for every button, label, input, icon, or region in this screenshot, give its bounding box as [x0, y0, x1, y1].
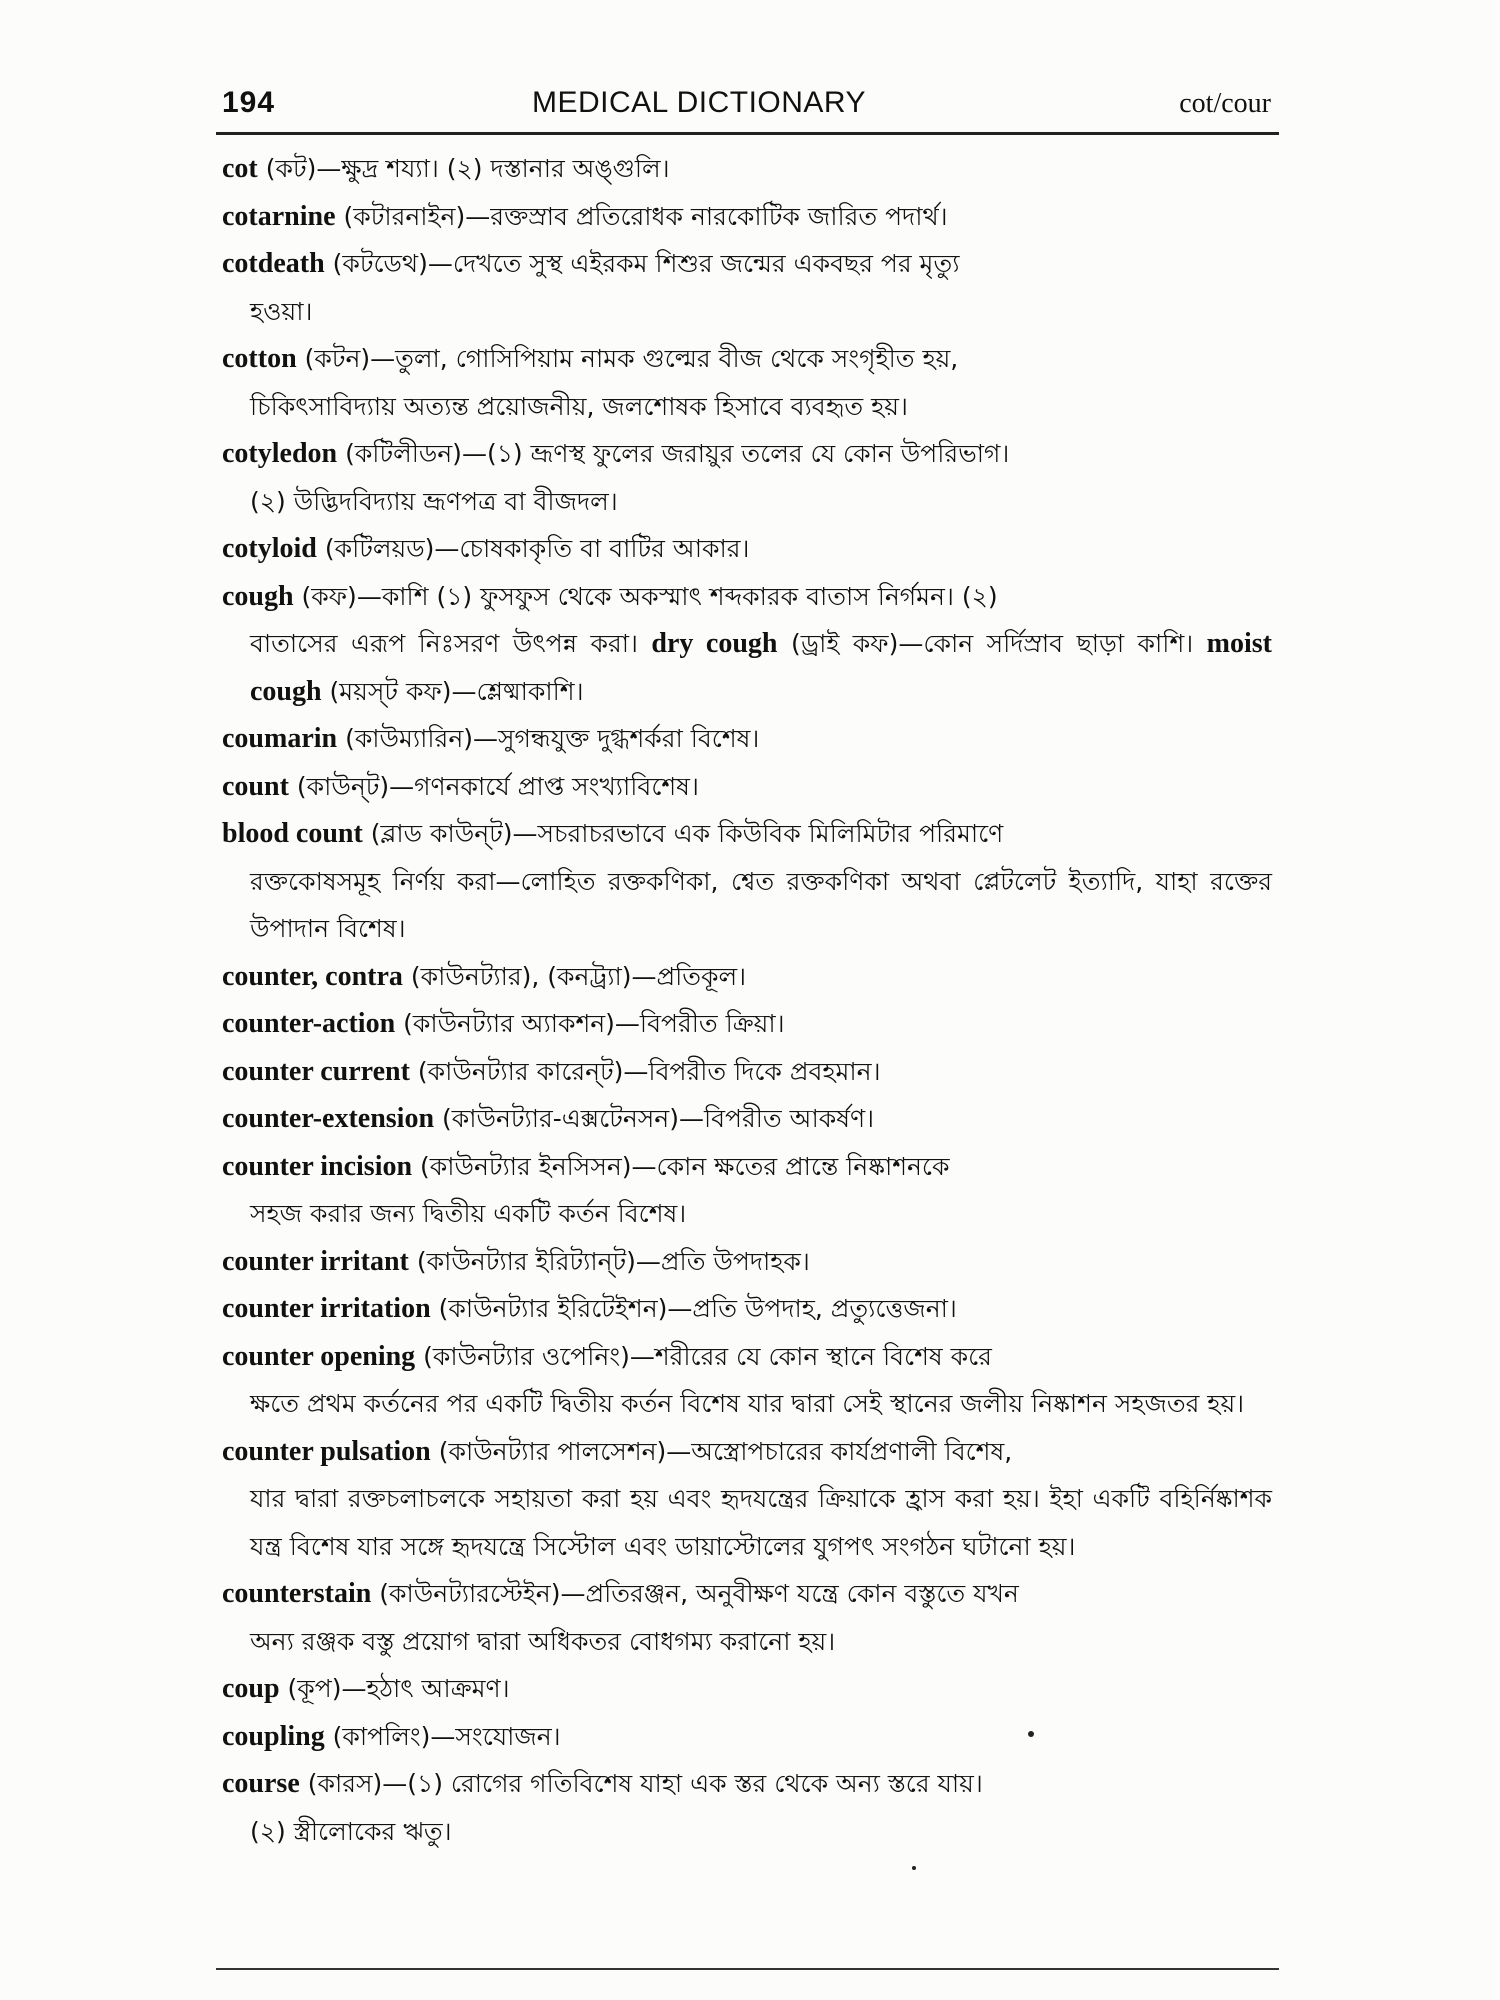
definition-continued: (২) উদ্ভিদবিদ্যায় ভ্রূণপত্র বা বীজদল।: [250, 486, 618, 516]
sub-headword: dry cough: [651, 628, 778, 659]
pronunciation: (কটারনাইন): [343, 201, 466, 231]
pronunciation: (কাপলিং): [332, 1721, 431, 1751]
entry-counter-extension: [222, 1095, 1272, 1143]
pronunciation: (কাউনট্যার কারেন্‌ট): [417, 1056, 624, 1086]
definition-continued: ক্ষতে প্রথম কর্তনের পর একটি দ্বিতীয় কর্তন বিশেষ যার দ্বারা সেই স্থানের জলীয় নিষ্কাশন সহজতর হয়।: [250, 1389, 1245, 1418]
definition-continued: (২) স্ত্রীলোকের ঋতু।: [250, 1816, 452, 1846]
definition: —বিপরীত আকর্ষণ।: [678, 1104, 875, 1133]
pronunciation: (ব্লাড কাউন্‌ট): [370, 819, 513, 848]
definition: —দেখতে সুস্থ এইরকম শিশুর জন্মের একবছর পর মৃত্যু: [427, 249, 960, 278]
definition: —বিপরীত ক্রিয়া।: [614, 1009, 785, 1038]
definition: —বিপরীত দিকে প্রবহমান।: [623, 1056, 881, 1086]
definition-continued: যার দ্বারা রক্তচলাচলকে সহায়তা করা হয় এবং হৃদযন্ত্রের ক্রিয়াকে হ্রাস করা হয়। ইহা একটি বহির্নিষ্কাশক যন্ত্র বিশেষ যার সঙ্গে হৃদযন্ত্রে সিস্টোল এবং ডায়াস্টোলের যুগপৎ সংগঠন ঘটানো হয়।: [250, 1484, 1272, 1561]
entry-counter-contra: [222, 953, 1272, 1001]
entry-coupling: [222, 1713, 1272, 1761]
definition: —প্রতিকূল।: [631, 961, 747, 991]
entry-cotyloid: [222, 525, 1272, 573]
entry-counter-pulsation: [222, 1428, 1272, 1571]
page-header: [222, 80, 1277, 128]
entry-counter-opening: [222, 1333, 1272, 1428]
headword: course: [222, 1768, 300, 1799]
pronunciation: (কফ): [301, 581, 357, 611]
definition-continued: সহজ করার জন্য দ্বিতীয় একটি কর্তন বিশেষ।: [250, 1199, 687, 1228]
pronunciation: (কাউনট্যার ওপেনিং): [423, 1341, 630, 1371]
print-speck: [912, 1866, 916, 1870]
definition: —(১) ভ্রূণস্থ ফুলের জরায়ুর তলের যে কোন উপরিভাগ।: [461, 439, 1010, 468]
headword: cotdeath: [222, 248, 325, 279]
pronunciation: (কাউনট্যার পালসেশন): [438, 1436, 667, 1466]
entry-cotarnine: [222, 193, 1272, 241]
pronunciation: (কটডেথ): [332, 249, 428, 278]
pronunciation: (কাউনট্যার ইনসিসন): [420, 1151, 632, 1181]
definition: —সংযোজন।: [430, 1721, 561, 1751]
headword: cotyledon: [222, 438, 338, 469]
pronunciation: (কটন): [304, 344, 371, 373]
headword: counter irritant: [222, 1245, 409, 1277]
definition: —চোষকাকৃতি বা বাটির আকার।: [434, 534, 750, 563]
definition: —কাশি (১) ফুসফুস থেকে অকস্মাৎ শব্দকারক বাতাস নির্গমন। (২): [356, 581, 998, 611]
pronunciation: (কাউনট্যার ইরিট্যান্‌ট): [416, 1246, 636, 1276]
entry-cotyledon: [222, 430, 1272, 525]
entry-blood-count: [222, 810, 1272, 953]
pronunciation: (কাউন্‌ট): [296, 771, 390, 801]
headword: counter irritation: [222, 1293, 431, 1324]
definition-continued: রক্তকোষসমূহ নির্ণয় করা—লোহিত রক্তকণিকা, শ্বেত রক্তকণিকা অথবা প্লেটলেট ইত্যাদি, যাহা রক্তের উপাদান বিশেষ।: [250, 866, 1272, 943]
definition-text: (ড্রাই কফ)—কোন সর্দিস্রাব ছাড়া কাশি।: [777, 629, 1207, 658]
footer-rule: [216, 1968, 1279, 1970]
definition: —হঠাৎ আক্রমণ।: [341, 1674, 510, 1703]
definition: —প্রতি উপদাহ, প্রত্যুত্তেজনা।: [667, 1294, 957, 1323]
headword: counter incision: [222, 1150, 413, 1182]
pronunciation: (কাউনট্যার অ্যাকশন): [403, 1009, 615, 1038]
pronunciation: (কটিলীডন): [345, 439, 462, 468]
headword: cotarnine: [222, 200, 336, 232]
entry-counter-action: [222, 1000, 1272, 1048]
headword: counter pulsation: [222, 1435, 431, 1467]
definition: —প্রতিরঞ্জন, অনুবীক্ষণ যন্ত্রে কোন বস্তুতে যখন: [560, 1579, 1019, 1608]
headword: counter opening: [222, 1340, 416, 1372]
definition-continued: [222, 620, 1272, 715]
headword: coupling: [222, 1720, 325, 1752]
headword: counter current: [222, 1055, 410, 1087]
definition-continued: হওয়া।: [250, 296, 313, 326]
headword: cot: [222, 153, 258, 184]
headword: counter, contra: [222, 960, 403, 992]
entry-counterstain: [222, 1570, 1272, 1665]
headword: cotyloid: [222, 533, 317, 564]
running-title: MEDICAL DICTIONARY: [532, 86, 867, 119]
pronunciation: (কাউম্যারিন): [345, 724, 473, 753]
pronunciation: (কটিলয়ড): [324, 534, 435, 563]
headword: coumarin: [222, 723, 338, 754]
page-number: 194: [222, 86, 276, 119]
entry-counter-current: [222, 1048, 1272, 1096]
entry-counter-incision: [222, 1143, 1272, 1238]
definition: —শরীরের যে কোন স্থানে বিশেষ করে: [629, 1341, 992, 1371]
entry-cot: [222, 145, 1272, 193]
headword: coup: [222, 1673, 280, 1704]
entry-counter-irritant: [222, 1238, 1272, 1286]
definition-text: (ময়স্‌ট কফ)—শ্লেষ্মাকাশি।: [321, 676, 584, 706]
pronunciation: (কট): [265, 154, 317, 183]
entry-count: [222, 763, 1272, 811]
definition: —সুগন্ধযুক্ত দুগ্ধশর্করা বিশেষ।: [473, 724, 760, 753]
definition: —প্রতি উপদাহক।: [635, 1246, 810, 1276]
pronunciation: (কারস): [307, 1769, 383, 1798]
definition: —ক্ষুদ্র শয্যা। (২) দস্তানার অঙ্গুলি।: [316, 154, 670, 183]
headword: count: [222, 770, 289, 802]
definition: —সচরাচরভাবে এক কিউবিক মিলিমিটার পরিমাণে: [512, 819, 1004, 848]
pronunciation: (কাউনট্যার), (কনট্র্যা): [410, 961, 632, 991]
pronunciation: (কূপ): [287, 1674, 342, 1703]
pronunciation: (কাউনট্যারস্টেইন): [379, 1579, 561, 1608]
headword: blood count: [222, 818, 363, 849]
definition-continued: অন্য রঞ্জক বস্তু প্রয়োগ দ্বারা অধিকতর বোধগম্য করানো হয়।: [250, 1626, 836, 1656]
definition: —অস্ত্রোপচারের কার্যপ্রণালী বিশেষ,: [666, 1436, 1013, 1466]
definition-continued: চিকিৎসাবিদ্যায় অত্যন্ত প্রয়োজনীয়, জলশোষক হিসাবে ব্যবহৃত হয়।: [250, 391, 908, 421]
entry-counter-irritation: [222, 1285, 1272, 1333]
definition: —(১) রোগের গতিবিশেষ যাহা এক স্তর থেকে অন্য স্তরে যায়।: [382, 1769, 983, 1798]
entry-coumarin: [222, 715, 1272, 763]
header-rule: [216, 132, 1279, 135]
headword: cotton: [222, 343, 297, 374]
entry-coup: [222, 1665, 1272, 1713]
definition: —রক্তস্রাব প্রতিরোধক নারকোটিক জারিত পদার্থ।: [465, 201, 948, 231]
entry-course: [222, 1760, 1272, 1855]
guide-words: cot/cour: [1179, 88, 1271, 119]
entry-cotdeath: [222, 240, 1272, 335]
headword: counterstain: [222, 1578, 372, 1609]
headword: cough: [222, 580, 294, 612]
entry-cotton: [222, 335, 1272, 430]
print-speck: [1028, 1731, 1034, 1737]
sub-headword: moist cough: [250, 628, 1272, 707]
entry-cough: [222, 573, 1272, 716]
pronunciation: (কাউনট্যার ইরিটেইশন): [438, 1294, 668, 1323]
headword: counter-action: [222, 1008, 396, 1039]
entry-list: [222, 145, 1272, 1855]
definition-text: বাতাসের এরূপ নিঃসরণ উৎপন্ন করা।: [250, 629, 652, 658]
headword: counter-extension: [222, 1103, 435, 1134]
pronunciation: (কাউনট্যার-এক্সটেনসন): [442, 1104, 679, 1133]
definition: —গণনকার্যে প্রাপ্ত সংখ্যাবিশেষ।: [389, 771, 699, 801]
definition: —কোন ক্ষতের প্রান্তে নিষ্কাশনকে: [631, 1151, 950, 1181]
definition: —তুলা, গোসিপিয়াম নামক গুল্মের বীজ থেকে সংগৃহীত হয়,: [370, 344, 959, 373]
